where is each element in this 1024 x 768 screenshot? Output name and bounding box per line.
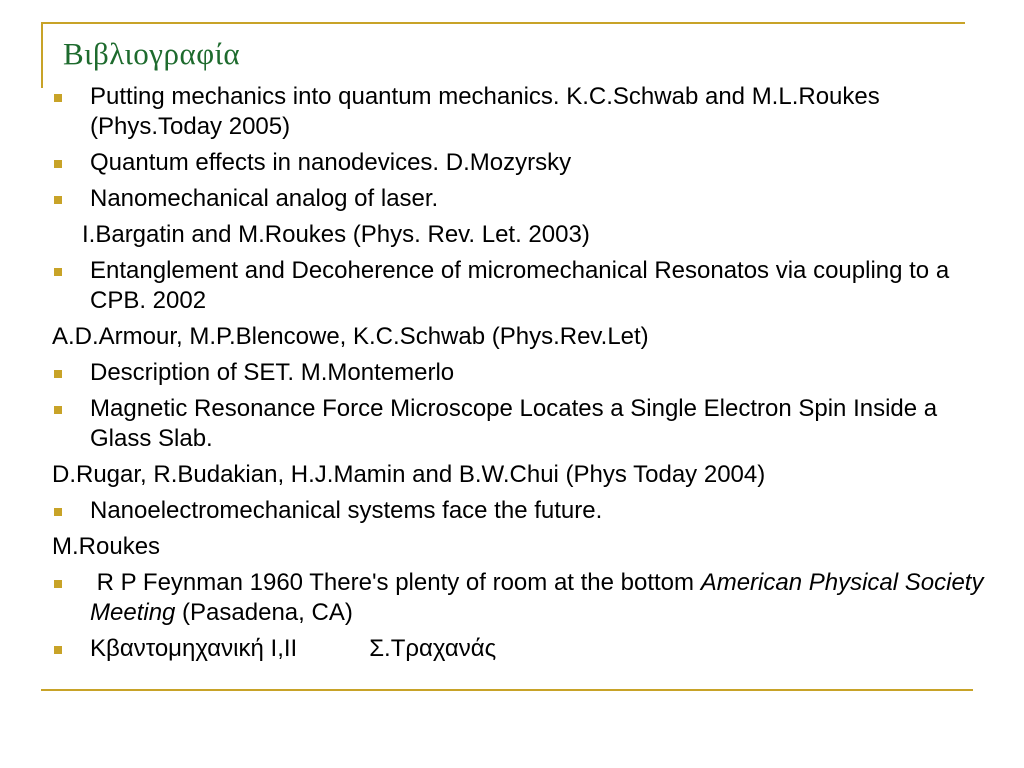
bib-entry-mozyrsky bbox=[52, 148, 997, 178]
bib-entry-trachanas bbox=[52, 634, 997, 664]
feynman-tail: (Pasadena, CA) bbox=[175, 599, 353, 626]
feynman-venue: American Physical Society Meeting bbox=[90, 569, 984, 626]
bib-entry-text: Nanoelectromechanical systems face the future. bbox=[90, 497, 603, 524]
square-bullet-icon bbox=[54, 508, 62, 516]
bib-entry-set bbox=[52, 358, 997, 388]
bib-entry-schwab-roukes bbox=[52, 82, 997, 142]
bib-entry-text: Nanomechanical analog of laser. bbox=[90, 185, 439, 212]
square-bullet-icon bbox=[54, 406, 62, 414]
bib-entry-laser-analog bbox=[52, 184, 997, 214]
square-bullet-icon bbox=[54, 196, 62, 204]
square-bullet-icon bbox=[54, 370, 62, 378]
bib-entry-authors-rugar: D.Rugar, R.Budakian, H.J.Mamin and B.W.Chui (Phys Today 2004) bbox=[52, 461, 766, 488]
bib-entry-text: Description of SET. M.Montemerlo bbox=[90, 359, 455, 386]
square-bullet-icon bbox=[54, 646, 62, 654]
greek-book-author: Σ.Τραχανάς bbox=[369, 635, 497, 662]
left-rule bbox=[41, 22, 43, 88]
square-bullet-icon bbox=[54, 94, 62, 102]
slide-title: Βιβλιογραφία bbox=[63, 36, 241, 71]
bib-entry-text: Putting mechanics into quantum mechanics. K.C.Schwab and M.L.Roukes (Phys.Today 2005) bbox=[90, 83, 880, 140]
square-bullet-icon bbox=[54, 580, 62, 588]
square-bullet-icon bbox=[54, 160, 62, 168]
top-rule bbox=[41, 22, 965, 24]
bib-entry-text: Entanglement and Decoherence of micromechanical Resonatos via coupling to a CPB. 2002 bbox=[90, 257, 950, 314]
greek-book-title: Κβαντομηχανική Ι,ΙΙ bbox=[90, 635, 298, 662]
bottom-rule bbox=[41, 689, 973, 691]
bib-entry-authors-bargatin: I.Bargatin and M.Roukes (Phys. Rev. Let. 2003) bbox=[82, 221, 590, 248]
bib-entry-authors-armour: A.D.Armour, M.P.Blencowe, K.C.Schwab (Phys.Rev.Let) bbox=[52, 323, 649, 350]
bib-entry-mrfm bbox=[52, 394, 997, 454]
feynman-lead: R P Feynman 1960 There's plenty of room at the bottom bbox=[90, 569, 701, 596]
bib-entry-feynman bbox=[52, 568, 997, 628]
bib-entry-text: Magnetic Resonance Force Microscope Locates a Single Electron Spin Inside a Glass Slab. bbox=[90, 395, 938, 452]
bib-entry-nems bbox=[52, 496, 997, 526]
square-bullet-icon bbox=[54, 268, 62, 276]
bib-entry-text: Quantum effects in nanodevices. D.Mozyrsky bbox=[90, 149, 572, 176]
bibliography-list bbox=[52, 82, 997, 670]
bib-entry-entanglement bbox=[52, 256, 997, 316]
bib-entry-authors-roukes: M.Roukes bbox=[52, 533, 161, 560]
